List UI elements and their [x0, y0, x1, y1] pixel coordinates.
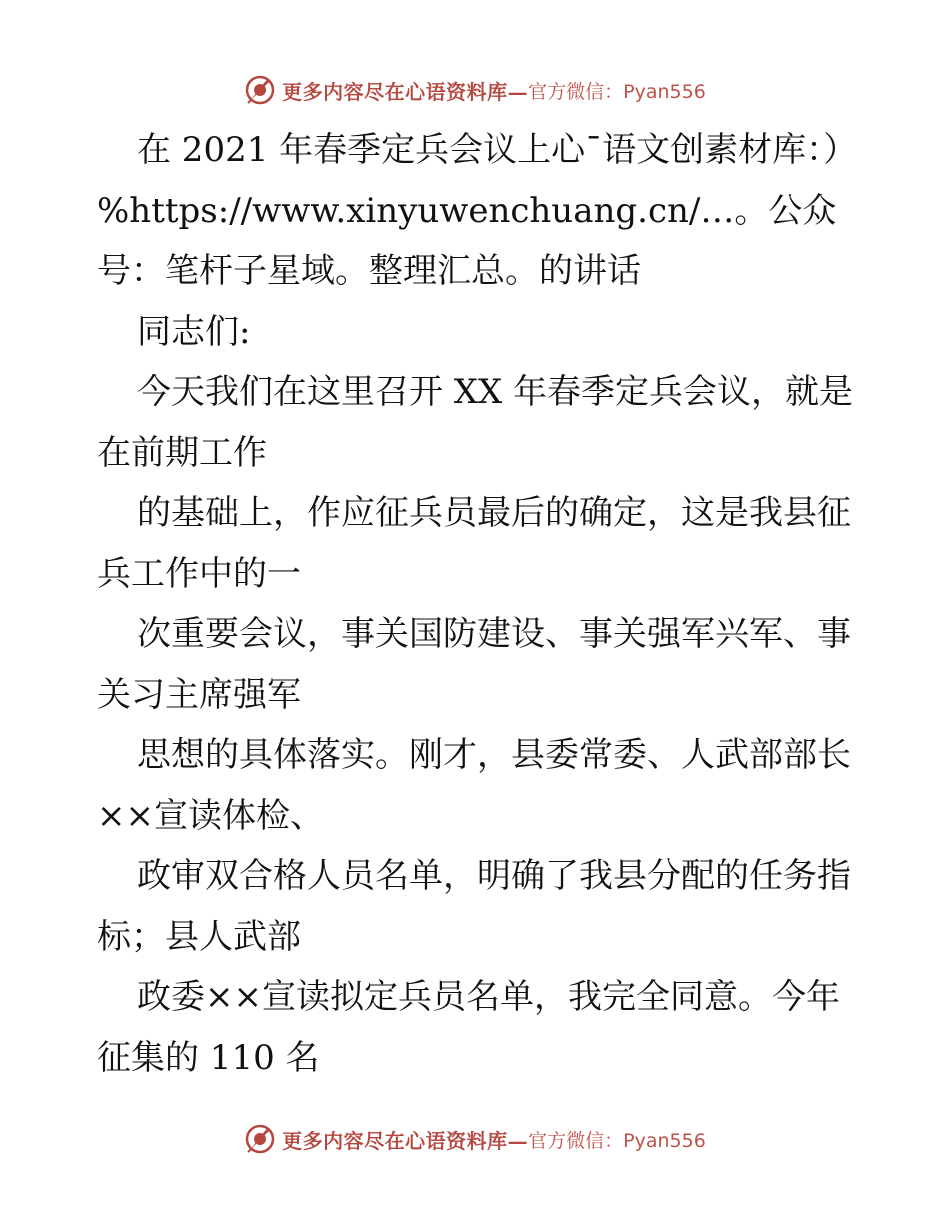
paragraph-line: 思想的具体落实。刚才，县委常委、人武部部长 ××宣读体检、: [97, 735, 851, 836]
banner-main-text: 更多内容尽在心语资料库—: [282, 1128, 529, 1153]
footer-banner: [0, 1121, 950, 1157]
banner-wechat-text: 官方微信：Pyan556: [528, 1129, 706, 1152]
banner-main-text: 更多内容尽在心语资料库—: [282, 79, 529, 104]
paragraph-line: 的基础上，作应征兵员最后的确定，这是我县征 兵工作中的一: [97, 493, 851, 594]
quill-logo-icon: [244, 74, 276, 106]
quill-logo-icon: [244, 1123, 276, 1155]
paragraph-salutation: 同志们:: [137, 311, 251, 352]
paragraph-title: 在 2021 年春季定兵会议上心¯语文创素材库：）%https://www.xinyuwenchuang.cn/…。公众号：笔杆子星域。整理汇总。的讲话: [97, 130, 841, 291]
paragraph-line: 今天我们在这里召开 XX 年春季定兵会议，就是 在前期工作: [97, 372, 854, 473]
banner-wechat-text: 官方微信：Pyan556: [528, 80, 706, 103]
paragraph-line: 政审双合格人员名单，明确了我县分配的任务指 标；县人武部: [97, 856, 851, 957]
header-banner: [0, 72, 950, 108]
paragraph-line: 次重要会议，事关国防建设、事关强军兴军、事 关习主席强军: [97, 614, 851, 715]
document-body: [97, 120, 857, 1088]
paragraph-line: 政委××宣读拟定兵员名单，我完全同意。今年 征集的 110 名: [97, 977, 840, 1078]
